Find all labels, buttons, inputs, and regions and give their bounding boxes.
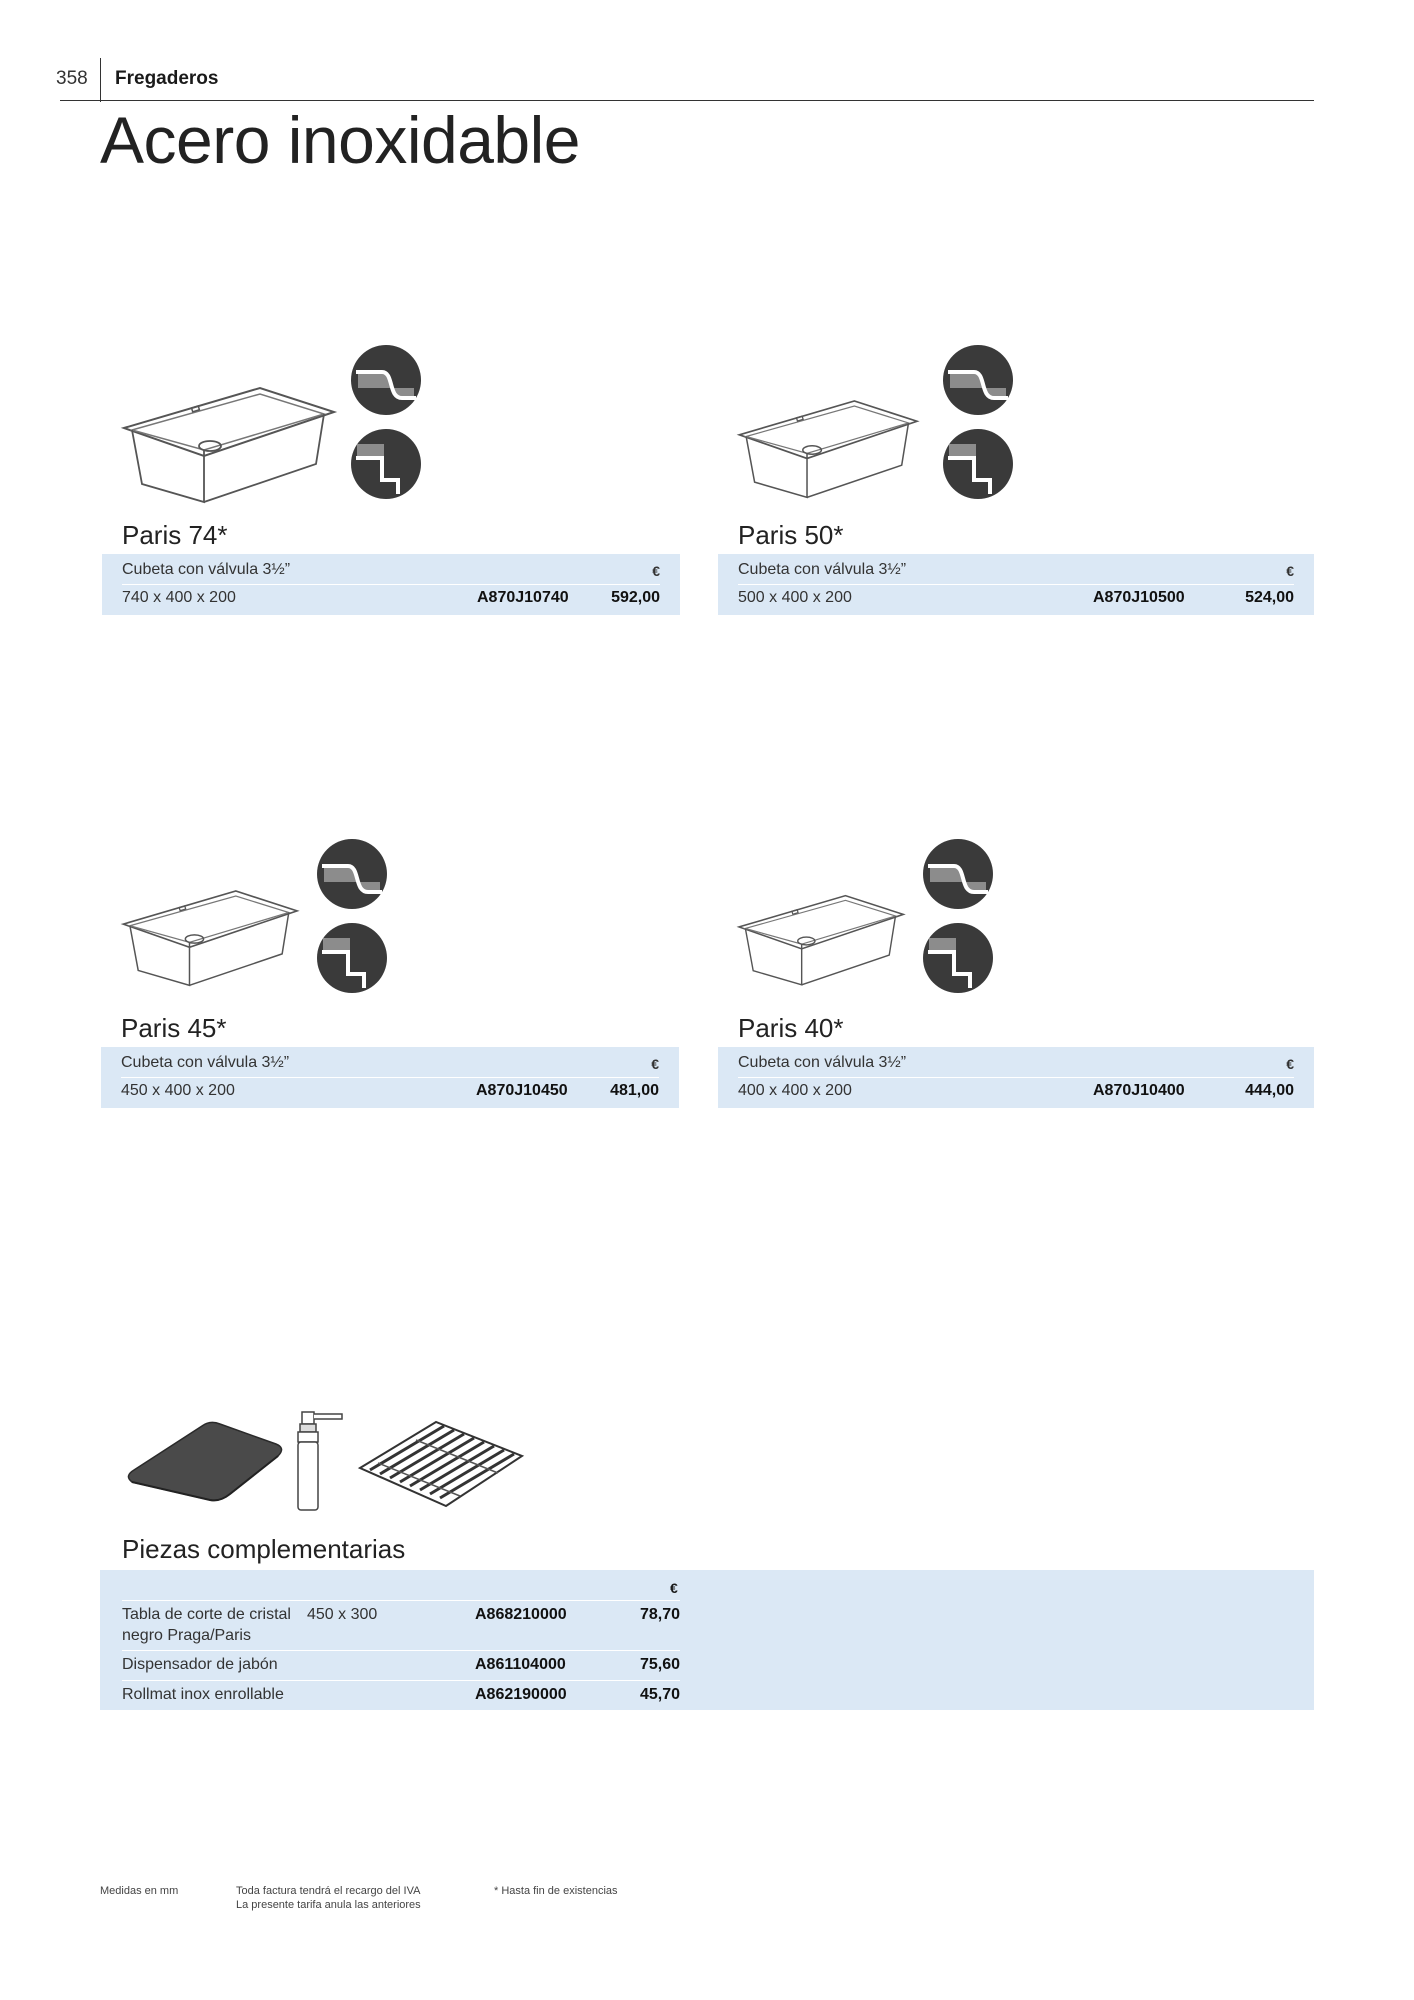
header-divider	[100, 58, 101, 102]
row-divider	[122, 1600, 680, 1601]
price-value: 592,00	[611, 589, 660, 606]
product-name: Paris 40*	[738, 1013, 844, 1043]
spec-row-data	[122, 589, 660, 607]
footer-tax-line1: Toda factura tendrá el recargo del IVA	[236, 1885, 421, 1897]
sink-drawing-icon	[120, 878, 302, 1000]
footer-tax-note	[236, 1884, 421, 1913]
price-value: 444,00	[1245, 1082, 1294, 1099]
price-value: 78,70	[639, 1606, 680, 1623]
currency-symbol: €	[651, 1056, 659, 1072]
sink-image	[120, 384, 340, 513]
spec-row-data	[121, 1082, 659, 1100]
price-value: 524,00	[1245, 589, 1294, 606]
dimensions-text: 450 x 400 x 200	[121, 1082, 235, 1099]
flush-mount-profile-icon	[350, 344, 422, 421]
undermount-profile-icon	[316, 922, 388, 999]
accessories-title: Piezas complementarias	[122, 1534, 406, 1564]
undermount-profile-icon	[350, 428, 422, 505]
currency-symbol: €	[670, 1580, 678, 1596]
sink-image	[736, 882, 908, 1005]
spec-table	[102, 554, 680, 615]
reference-code: A870J10740	[477, 589, 569, 606]
accessory-name: Tabla de corte de cristal	[122, 1606, 291, 1623]
page-title: Acero inoxidable	[100, 103, 580, 177]
product-name: Paris 50*	[738, 520, 844, 550]
cutting-board-icon	[122, 1420, 286, 1507]
spec-row-description	[122, 561, 660, 585]
spec-row-description	[738, 561, 1294, 585]
page-number: 358	[56, 68, 88, 89]
description-text: Cubeta con válvula 3½”	[122, 561, 291, 578]
description-text: Cubeta con válvula 3½”	[738, 561, 907, 578]
reference-code: A870J10400	[1093, 1082, 1185, 1099]
product-name: Paris 45*	[121, 1013, 227, 1043]
spec-row-data	[738, 1082, 1294, 1100]
sink-image	[120, 878, 302, 1005]
section-title: Fregaderos	[115, 68, 219, 89]
flush-mount-profile-icon	[316, 838, 388, 915]
accessory-name-line2: negro Praga/Paris	[122, 1627, 251, 1644]
sink-image	[736, 388, 922, 517]
dimensions-text: 500 x 400 x 200	[738, 589, 852, 606]
spec-row-description	[738, 1054, 1294, 1078]
dimensions-text: 740 x 400 x 200	[122, 589, 236, 606]
price-value: 481,00	[610, 1082, 659, 1099]
reference-code: A862190000	[475, 1686, 567, 1703]
undermount-profile-icon	[922, 922, 994, 999]
sink-drawing-icon	[736, 388, 922, 512]
accessory-dimensions: 450 x 300	[307, 1606, 378, 1623]
reference-code: A870J10500	[1093, 589, 1185, 606]
footer-stock-note: * Hasta fin de existencias	[494, 1885, 618, 1897]
footer-tax-line2: La presente tarifa anula las anteriores	[236, 1899, 421, 1912]
header-rule	[60, 100, 1314, 101]
spec-table	[718, 554, 1314, 615]
flush-mount-profile-icon	[922, 838, 994, 915]
price-value: 75,60	[639, 1656, 680, 1673]
accessory-name: Dispensador de jabón	[122, 1656, 278, 1673]
description-text: Cubeta con válvula 3½”	[738, 1054, 907, 1071]
row-divider	[122, 1680, 680, 1681]
dimensions-text: 400 x 400 x 200	[738, 1082, 852, 1099]
spec-row-description	[121, 1054, 659, 1078]
sink-drawing-icon	[736, 882, 908, 1000]
footer-units: Medidas en mm	[100, 1885, 179, 1897]
spec-table	[718, 1047, 1314, 1108]
currency-symbol: €	[1286, 563, 1294, 579]
soap-dispenser-icon	[292, 1410, 348, 1519]
sink-drawing-icon	[120, 384, 340, 508]
spec-row-data	[738, 589, 1294, 607]
reference-code: A868210000	[475, 1606, 567, 1623]
reference-code: A861104000	[475, 1656, 566, 1673]
spec-table	[101, 1047, 679, 1108]
row-divider	[122, 1650, 680, 1651]
product-name: Paris 74*	[122, 520, 228, 550]
price-value: 45,70	[639, 1686, 680, 1703]
reference-code: A870J10450	[476, 1082, 568, 1099]
currency-symbol: €	[1286, 1056, 1294, 1072]
currency-symbol: €	[652, 563, 660, 579]
description-text: Cubeta con válvula 3½”	[121, 1054, 290, 1071]
undermount-profile-icon	[942, 428, 1014, 505]
rollmat-icon	[356, 1418, 526, 1515]
accessory-name: Rollmat inox enrollable	[122, 1686, 284, 1703]
flush-mount-profile-icon	[942, 344, 1014, 421]
